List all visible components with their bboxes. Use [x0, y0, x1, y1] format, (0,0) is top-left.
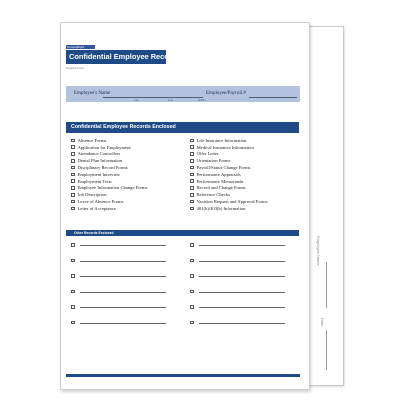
checklist-item-label: Job Description — [77, 192, 107, 198]
employee-name-field[interactable] — [103, 97, 203, 98]
other-record-line[interactable] — [190, 290, 285, 294]
checklist-item[interactable] — [71, 198, 123, 205]
checkbox[interactable] — [71, 152, 75, 156]
form-title-text: Confidential Employee Record — [69, 52, 177, 61]
checkbox[interactable] — [71, 243, 75, 247]
checklist-item-label: Leave of Absence Forms — [77, 199, 124, 205]
checklist-item-label: Disciplinary Record Forms — [77, 165, 128, 171]
checklist-item[interactable] — [71, 137, 106, 144]
write-in-line[interactable] — [199, 307, 285, 308]
checkbox[interactable] — [190, 159, 194, 163]
other-record-line[interactable] — [190, 274, 285, 278]
checkbox[interactable] — [190, 200, 194, 204]
trademark-mark: ™ — [176, 55, 180, 59]
checkbox[interactable] — [71, 290, 75, 294]
employee-id-label: Employee/Payroll # — [206, 91, 246, 96]
tab-employee-name-line — [326, 262, 327, 308]
tab-date-label: Date — [320, 318, 325, 327]
checkbox[interactable] — [190, 274, 194, 278]
checkbox[interactable] — [71, 179, 75, 183]
checkbox[interactable] — [190, 305, 194, 309]
checklist-item-label: Medical Insurance Information — [196, 144, 254, 150]
checkbox[interactable] — [71, 139, 75, 143]
write-in-line[interactable] — [80, 245, 166, 246]
checklist-item[interactable] — [190, 164, 250, 171]
checklist-item[interactable] — [190, 205, 245, 212]
name-sublabel-middle: Middle — [198, 99, 206, 102]
checkbox[interactable] — [190, 259, 194, 263]
write-in-line[interactable] — [199, 276, 285, 277]
checkbox[interactable] — [71, 145, 75, 149]
write-in-line[interactable] — [199, 245, 285, 246]
checkbox[interactable] — [190, 173, 194, 177]
other-record-line[interactable] — [71, 321, 166, 325]
checklist-item-label: Record and Change Forms — [196, 185, 246, 191]
checkbox[interactable] — [190, 243, 194, 247]
other-record-line[interactable] — [190, 259, 285, 263]
checklist-item-label: Attendance Controllers — [77, 151, 121, 157]
other-record-line[interactable] — [71, 259, 166, 263]
checklist-item-label: Employment Interview — [77, 171, 121, 177]
checkbox[interactable] — [190, 145, 194, 149]
checklist-item[interactable] — [71, 185, 147, 192]
records-enclosed-header: Confidential Employee Records Enclosed — [66, 122, 299, 133]
checklist-item-label: Orientation Forms — [196, 158, 231, 164]
write-in-line[interactable] — [80, 292, 166, 293]
checkbox[interactable] — [190, 193, 194, 197]
checklist-item[interactable] — [71, 157, 122, 164]
checkbox[interactable] — [190, 179, 194, 183]
other-record-line[interactable] — [71, 243, 166, 247]
checklist-item-label: Reference Checks — [196, 192, 230, 198]
employee-name-label: Employee's Name — [74, 91, 111, 96]
checklist-item[interactable] — [190, 171, 241, 178]
write-in-line[interactable] — [80, 307, 166, 308]
checklist-item-label: Vacation Request and Approval Forms — [196, 199, 268, 205]
checklist-item[interactable] — [190, 198, 268, 205]
checklist-item[interactable] — [71, 178, 112, 185]
checkbox[interactable] — [71, 200, 75, 204]
checklist-item-label: Payroll/Status Change Forms — [196, 165, 251, 171]
other-record-line[interactable] — [190, 305, 285, 309]
checkbox[interactable] — [71, 274, 75, 278]
write-in-line[interactable] — [80, 323, 166, 324]
form-number: Product Form — [66, 66, 85, 70]
checklist-item[interactable] — [190, 185, 246, 192]
checklist-item-label: Absence Forms — [77, 137, 107, 143]
write-in-line[interactable] — [80, 261, 166, 262]
checklist-item[interactable] — [190, 144, 254, 151]
checklist-item-label: Letter of Acceptance — [77, 205, 116, 211]
checklist-item-label: Employee Information Change Forms — [77, 185, 148, 191]
checklist-item-label: 401(k)/403(b) Information — [196, 205, 246, 211]
checkbox[interactable] — [190, 139, 194, 143]
other-record-line[interactable] — [190, 243, 285, 247]
checkbox[interactable] — [71, 159, 75, 163]
other-records-header: Other Records Enclosed — [66, 230, 299, 236]
checklist-item-label: Dental Plan Information — [77, 158, 123, 164]
checkbox[interactable] — [71, 193, 75, 197]
checkbox[interactable] — [71, 305, 75, 309]
checkbox[interactable] — [71, 207, 75, 211]
write-in-line[interactable] — [199, 323, 285, 324]
checkbox[interactable] — [190, 321, 194, 325]
checklist-item[interactable] — [190, 137, 246, 144]
name-sublabel-first: First — [168, 99, 174, 102]
name-sublabel-last: Last — [134, 99, 139, 102]
checkbox[interactable] — [71, 321, 75, 325]
checkbox[interactable] — [190, 186, 194, 190]
checklist-item-label: Performance Appraisals — [196, 171, 241, 177]
tab-date-line — [326, 330, 327, 370]
bottom-rule — [66, 374, 300, 377]
tab-employee-name-label: Employee Name — [316, 236, 321, 266]
checklist-item[interactable] — [190, 157, 230, 164]
checklist-item[interactable] — [71, 205, 116, 212]
checklist-item[interactable] — [190, 191, 230, 198]
checklist-item[interactable] — [190, 151, 219, 158]
checklist-item[interactable] — [71, 144, 131, 151]
write-in-line[interactable] — [199, 261, 285, 262]
write-in-line[interactable] — [199, 292, 285, 293]
brand-logo: ComplyRight — [66, 45, 95, 49]
checklist-item-label: Offer Letter — [196, 151, 219, 157]
other-record-line[interactable] — [71, 290, 166, 294]
write-in-line[interactable] — [80, 276, 166, 277]
checklist-item-label: Application for Employment — [77, 144, 131, 150]
checkbox[interactable] — [71, 173, 75, 177]
checklist-item[interactable] — [71, 151, 120, 158]
checklist-item-label: Performance Memoranda — [196, 178, 244, 184]
checkbox[interactable] — [71, 186, 75, 190]
checkbox[interactable] — [71, 166, 75, 170]
other-record-line[interactable] — [71, 274, 166, 278]
other-record-line[interactable] — [71, 305, 166, 309]
checkbox[interactable] — [190, 207, 194, 211]
other-record-line[interactable] — [190, 321, 285, 325]
checkbox[interactable] — [71, 259, 75, 263]
checkbox[interactable] — [190, 290, 194, 294]
employee-id-field[interactable] — [249, 97, 297, 98]
checkbox[interactable] — [190, 152, 194, 156]
checklist-item[interactable] — [71, 164, 128, 171]
checklist-item-label: Life Insurance Information — [196, 137, 247, 143]
checklist-item[interactable] — [71, 191, 107, 198]
checklist-item[interactable] — [71, 171, 120, 178]
checkbox[interactable] — [190, 166, 194, 170]
checklist-item-label: Employment Tests — [77, 178, 112, 184]
form-title — [66, 50, 180, 64]
checklist-item[interactable] — [190, 178, 243, 185]
